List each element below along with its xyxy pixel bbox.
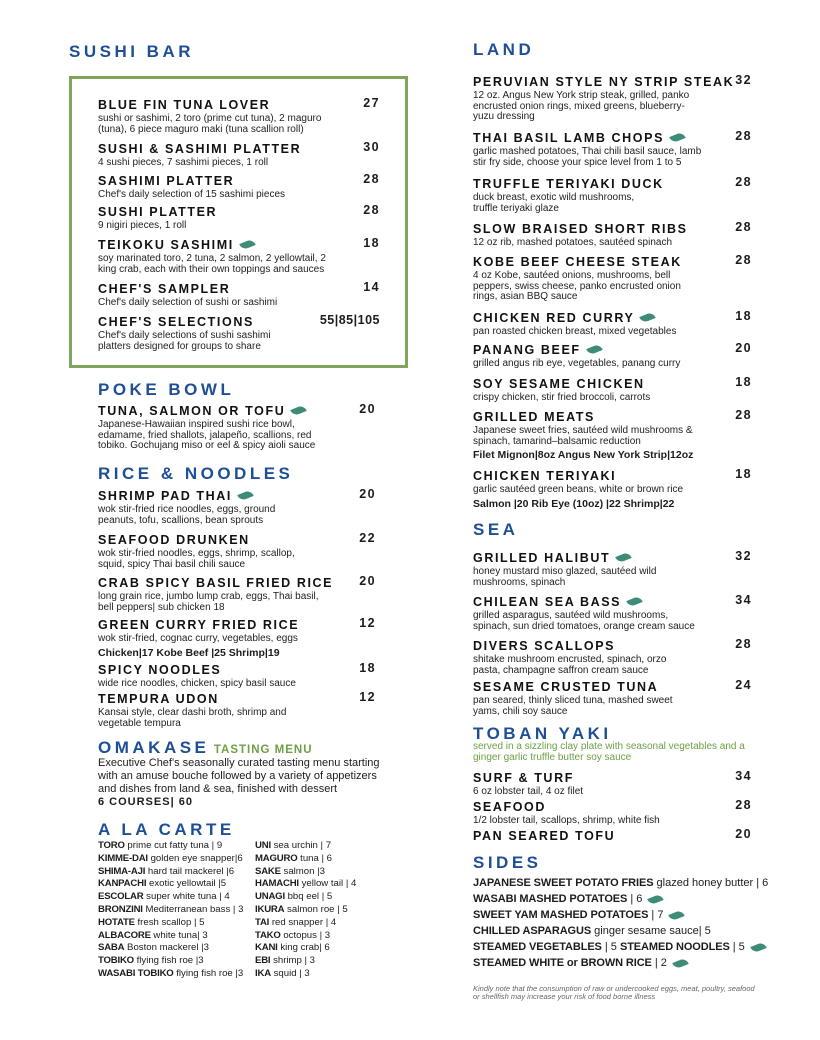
section-title-a-la-carte: A LA CARTE — [98, 820, 235, 839]
list-item: HOTATE fresh scallop | 5 — [98, 916, 205, 928]
toban-yaki-subtitle: served in a sizzling clay plate with seasonal vegetables and a ginger garlic truffle butter soy sauce — [473, 741, 745, 763]
item-price: 28 — [735, 129, 752, 143]
omakase-desc: Executive Chef's seasonally curated tasting menu starting with an amuse bouche followed by a variety of appetizers and dishes from land & sea, finished with dessert — [98, 757, 380, 795]
menu-item — [473, 175, 752, 214]
menu-item — [98, 616, 376, 659]
item-desc: crispy chicken, stir fried broccoli, carrots — [473, 392, 651, 403]
item-name: DIVERS SCALLOPS — [473, 639, 616, 653]
item-desc: 9 nigiri pieces, 1 roll — [98, 220, 187, 231]
item-price: 18 — [363, 236, 380, 250]
menu-item — [473, 827, 752, 845]
item-price: 32 — [735, 549, 752, 563]
section-title-toban-yaki: TOBAN YAKI — [473, 724, 612, 743]
item-price: 28 — [735, 408, 752, 422]
item-desc: duck breast, exotic wild mushrooms, truffle teriyaki glaze — [473, 192, 635, 214]
item-desc: Chef's daily selection of 15 sashimi pieces — [98, 189, 286, 200]
list-item: ESCOLAR super white tuna | 4 — [98, 891, 230, 903]
item-desc: Kansai style, clear dashi broth, shrimp and vegetable tempura — [98, 707, 287, 729]
item-name: SLOW BRAISED SHORT RIBS — [473, 222, 688, 236]
item-name: SASHIMI PLATTER — [98, 174, 235, 188]
leaf-icon — [291, 405, 308, 417]
menu-item — [98, 690, 376, 729]
menu-item — [98, 236, 380, 275]
leaf-icon — [672, 957, 689, 969]
item-name: GRILLED MEATS — [473, 410, 595, 424]
section-title-poke-bowl: POKE BOWL — [98, 380, 235, 399]
item-price: 24 — [735, 678, 752, 692]
item-price: 20 — [359, 574, 376, 588]
item-price: 22 — [359, 531, 376, 545]
list-item: TAI red snapper | 4 — [255, 916, 337, 928]
item-name: SEAFOOD DRUNKEN — [98, 533, 250, 547]
item-price: 12 — [359, 616, 376, 630]
item-price: 28 — [363, 172, 380, 186]
list-item: STEAMED WHITE or BROWN RICE | 2 — [473, 957, 688, 969]
item-name: TRUFFLE TERIYAKI DUCK — [473, 177, 664, 191]
list-item: BRONZINI Mediterranean bass | 3 — [98, 903, 244, 915]
item-name: THAI BASIL LAMB CHOPS — [473, 131, 665, 145]
list-item: SWEET YAM MASHED POTATOES | 7 — [473, 909, 684, 921]
menu-item — [98, 531, 376, 570]
item-options: Chicken|17 Kobe Beef |25 Shrimp|19 — [98, 646, 280, 659]
item-desc: pan seared, thinly sliced tuna, mashed sweet yams, chili soy sauce — [473, 695, 673, 717]
item-desc: wok stir-fried noodles, eggs, shrimp, scallop, squid, spicy Thai basil chili sauce — [98, 548, 295, 570]
item-desc: sushi or sashimi, 2 toro (prime cut tuna), 2 maguro (tuna), 6 piece maguro maki (tuna scallion roll) — [98, 113, 322, 135]
menu-item — [473, 253, 752, 303]
item-price: 28 — [735, 220, 752, 234]
item-price: 34 — [735, 593, 752, 607]
section-title-sushi-bar: SUSHI BAR — [69, 42, 195, 61]
item-desc: 12 oz rib, mashed potatoes, sautéed spinach — [473, 237, 673, 248]
item-desc: wide rice noodles, chicken, spicy basil sauce — [98, 678, 296, 689]
item-desc: 4 oz Kobe, sautéed onions, mushrooms, bell peppers, swiss cheese, panko encrusted onion rings, asian BBQ sauce — [473, 270, 681, 302]
item-price: 20 — [359, 402, 376, 416]
list-item: EBI shrimp | 3 — [255, 955, 316, 967]
menu-item — [473, 375, 752, 404]
menu-item — [98, 402, 376, 452]
item-desc: Japanese-Hawaiian inspired sushi rice bowl, edamame, fried shallots, jalapeño, scallions, red tobiko. Gochujang miso or eel & spicy aioli sauce — [98, 419, 316, 451]
menu-item — [98, 661, 376, 690]
list-item: STEAMED VEGETABLES | 5 STEAMED NOODLES | 5 — [473, 941, 766, 953]
item-desc: pan roasted chicken breast, mixed vegetables — [473, 326, 677, 337]
list-item: TORO prime cut fatty tuna | 9 — [98, 840, 223, 851]
item-name: CHICKEN RED CURRY — [473, 311, 635, 325]
item-desc: shitake mushroom encrusted, spinach, orzo pasta, champagne saffron cream sauce — [473, 654, 667, 676]
item-price: 20 — [735, 341, 752, 355]
item-desc: wok stir-fried rice noodles, eggs, ground peanuts, tofu, scallions, bean sprouts — [98, 504, 276, 526]
menu-item — [473, 467, 752, 510]
item-name: SEAFOOD — [473, 800, 547, 814]
list-item: SAKE salmon |3 — [255, 865, 325, 877]
item-price: 34 — [735, 769, 752, 783]
list-item: TOBIKO flying fish roe |3 — [98, 955, 204, 967]
item-name: SURF & TURF — [473, 771, 574, 785]
section-title-land: LAND — [473, 40, 535, 59]
menu-item — [473, 637, 752, 676]
menu-item — [473, 129, 752, 168]
menu-item — [473, 309, 752, 338]
list-item: IKURA salmon roe | 5 — [255, 903, 348, 915]
item-desc: long grain rice, jumbo lump crab, eggs, Thai basil, bell peppers| sub chicken 18 — [98, 591, 319, 613]
menu-item — [98, 203, 380, 232]
leaf-icon — [750, 941, 767, 953]
menu-item — [473, 678, 752, 717]
list-item: KANI king crab| 6 — [255, 942, 330, 954]
item-desc: grilled angus rib eye, vegetables, panang curry — [473, 358, 681, 369]
item-price: 20 — [359, 487, 376, 501]
list-item: CHILLED ASPARAGUS ginger sesame sauce| 5 — [473, 925, 711, 937]
item-desc: garlic mashed potatoes, Thai chili basil sauce, lamb stir fry side, choose your spice level from 1 to 5 — [473, 146, 702, 168]
item-desc: honey mustard miso glazed, sautéed wild mushrooms, spinach — [473, 566, 657, 588]
item-name: CRAB SPICY BASIL FRIED RICE — [98, 576, 334, 590]
item-name: CHILEAN SEA BASS — [473, 595, 622, 609]
item-options: Salmon |20 Rib Eye (10oz) |22 Shrimp|22 — [473, 497, 675, 510]
item-name: TEIKOKU SASHIMI — [98, 238, 234, 252]
list-item: SHIMA-AJI hard tail mackerel |6 — [98, 865, 235, 877]
item-price: 18 — [735, 375, 752, 389]
leaf-icon — [237, 490, 254, 502]
menu-item — [98, 280, 380, 309]
footnote: Kindly note that the consumption of raw or undercooked eggs, meat, poultry, seafood or shellfish may increase your risk of food borne illness — [473, 984, 755, 1001]
menu-item — [98, 487, 376, 526]
leaf-icon — [669, 132, 686, 144]
list-item: ALBACORE white tuna| 3 — [98, 929, 208, 941]
item-name: GRILLED HALIBUT — [473, 551, 611, 565]
omakase-courses: 6 COURSES| 60 — [98, 796, 193, 808]
item-name: PANANG BEEF — [473, 343, 581, 357]
leaf-icon — [615, 552, 632, 564]
menu-item — [98, 96, 380, 135]
list-item: KIMME-DAI golden eye snapper|6 — [98, 852, 243, 864]
item-price: 28 — [735, 798, 752, 812]
list-item: UNAGI bbq eel | 5 — [255, 891, 333, 903]
item-price: 28 — [735, 175, 752, 189]
item-price: 18 — [359, 661, 376, 675]
menu-item — [473, 769, 752, 798]
menu-item — [473, 549, 752, 588]
list-item: TAKO octopus | 3 — [255, 929, 331, 941]
item-price: 30 — [363, 140, 380, 154]
item-desc: garlic sautéed green beans, white or brown rice — [473, 484, 684, 495]
item-name: SOY SESAME CHICKEN — [473, 377, 645, 391]
menu-item — [473, 408, 752, 461]
item-price: 55|85|105 — [319, 313, 380, 327]
omakase-header — [98, 738, 313, 758]
item-price: 28 — [363, 203, 380, 217]
list-item: WASABI MASHED POTATOES | 6 — [473, 893, 663, 905]
omakase-subtitle: TASTING MENU — [213, 744, 313, 756]
menu-item — [98, 140, 380, 169]
item-name: SUSHI PLATTER — [98, 205, 218, 219]
item-name: CHEF'S SELECTIONS — [98, 315, 254, 329]
item-name: PERUVIAN STYLE NY STRIP STEAK — [473, 75, 735, 89]
item-desc: soy marinated toro, 2 tuna, 2 salmon, 2 yellowtail, 2 king crab, each with their own toppings and sauces — [98, 253, 326, 275]
item-name: PAN SEARED TOFU — [473, 829, 616, 843]
section-title-sides: SIDES — [473, 853, 542, 872]
item-desc: wok stir-fried, cognac curry, vegetables, eggs — [98, 633, 298, 644]
item-name: KOBE BEEF CHEESE STEAK — [473, 255, 682, 269]
menu-item — [98, 574, 376, 613]
item-desc: 6 oz lobster tail, 4 oz filet — [473, 786, 584, 797]
menu-item — [473, 341, 752, 370]
menu-item — [473, 798, 752, 827]
item-desc: grilled asparagus, sautéed wild mushrooms, spinach, sun dried tomatoes, orange cream sauce — [473, 610, 695, 632]
section-title-sea: SEA — [473, 520, 519, 539]
menu-item — [473, 73, 752, 123]
list-item: WASABI TOBIKO flying fish roe |3 — [98, 967, 244, 979]
item-desc: 4 sushi pieces, 7 sashimi pieces, 1 roll — [98, 157, 269, 168]
list-item: JAPANESE SWEET POTATO FRIES glazed honey butter | 6 — [473, 877, 769, 889]
item-options: Filet Mignon|8oz Angus New York Strip|12oz — [473, 449, 694, 461]
leaf-icon — [239, 239, 256, 251]
item-price: 12 — [359, 690, 376, 704]
item-name: TEMPURA UDON — [98, 692, 219, 706]
list-item: IKA squid | 3 — [255, 967, 310, 979]
item-name: CHICKEN TERIYAKI — [473, 469, 617, 483]
leaf-icon — [648, 893, 665, 905]
leaf-icon — [586, 344, 603, 356]
item-name: GREEN CURRY FRIED RICE — [98, 618, 300, 632]
list-item: UNI sea urchin | 7 — [255, 840, 332, 851]
menu-item — [98, 313, 380, 352]
list-item: HAMACHI yellow tail | 4 — [255, 878, 357, 890]
item-desc: Chef's daily selection of sushi or sashimi — [98, 297, 278, 308]
list-item: SABA Boston mackerel |3 — [98, 942, 210, 954]
a-la-carte-right-list — [255, 840, 356, 981]
item-price: 18 — [735, 309, 752, 323]
section-title-rice-noodles: RICE & NOODLES — [98, 464, 294, 483]
item-desc: Japanese sweet fries, sautéed wild mushrooms & spinach, tamarind–balsamic reduction — [473, 425, 693, 447]
item-price: 27 — [363, 96, 380, 110]
item-price: 18 — [735, 467, 752, 481]
item-desc: 12 oz. Angus New York strip steak, grilled, panko encrusted onion rings, mixed greens, blueberry-yuzu dressing — [473, 90, 690, 122]
a-la-carte-left-list — [98, 840, 243, 981]
item-name: BLUE FIN TUNA LOVER — [98, 98, 271, 112]
item-price: 28 — [735, 253, 752, 267]
item-name: CHEF'S SAMPLER — [98, 282, 231, 296]
item-name: SUSHI & SASHIMI PLATTER — [98, 142, 302, 156]
leaf-icon — [626, 596, 643, 608]
section-title-omakase: OMAKASE — [98, 738, 210, 757]
item-name: SESAME CRUSTED TUNA — [473, 680, 659, 694]
list-item: MAGURO tuna | 6 — [255, 852, 333, 864]
item-price: 20 — [735, 827, 752, 841]
item-price: 32 — [735, 73, 752, 87]
menu-item — [98, 172, 380, 201]
item-price: 14 — [363, 280, 380, 294]
item-name: TUNA, SALMON OR TOFU — [98, 404, 286, 418]
item-desc: 1/2 lobster tail, scallops, shrimp, white fish — [473, 815, 660, 826]
menu-item — [473, 593, 752, 632]
leaf-icon — [669, 909, 686, 921]
list-item: KANPACHI exotic yellowtail |5 — [98, 878, 227, 890]
item-name: SHRIMP PAD THAI — [98, 489, 232, 503]
item-name: SPICY NOODLES — [98, 663, 222, 677]
item-desc: Chef's daily selections of sushi sashimi platters designed for groups to share — [98, 330, 271, 352]
menu-item — [473, 220, 752, 249]
item-price: 28 — [735, 637, 752, 651]
leaf-icon — [640, 312, 657, 324]
